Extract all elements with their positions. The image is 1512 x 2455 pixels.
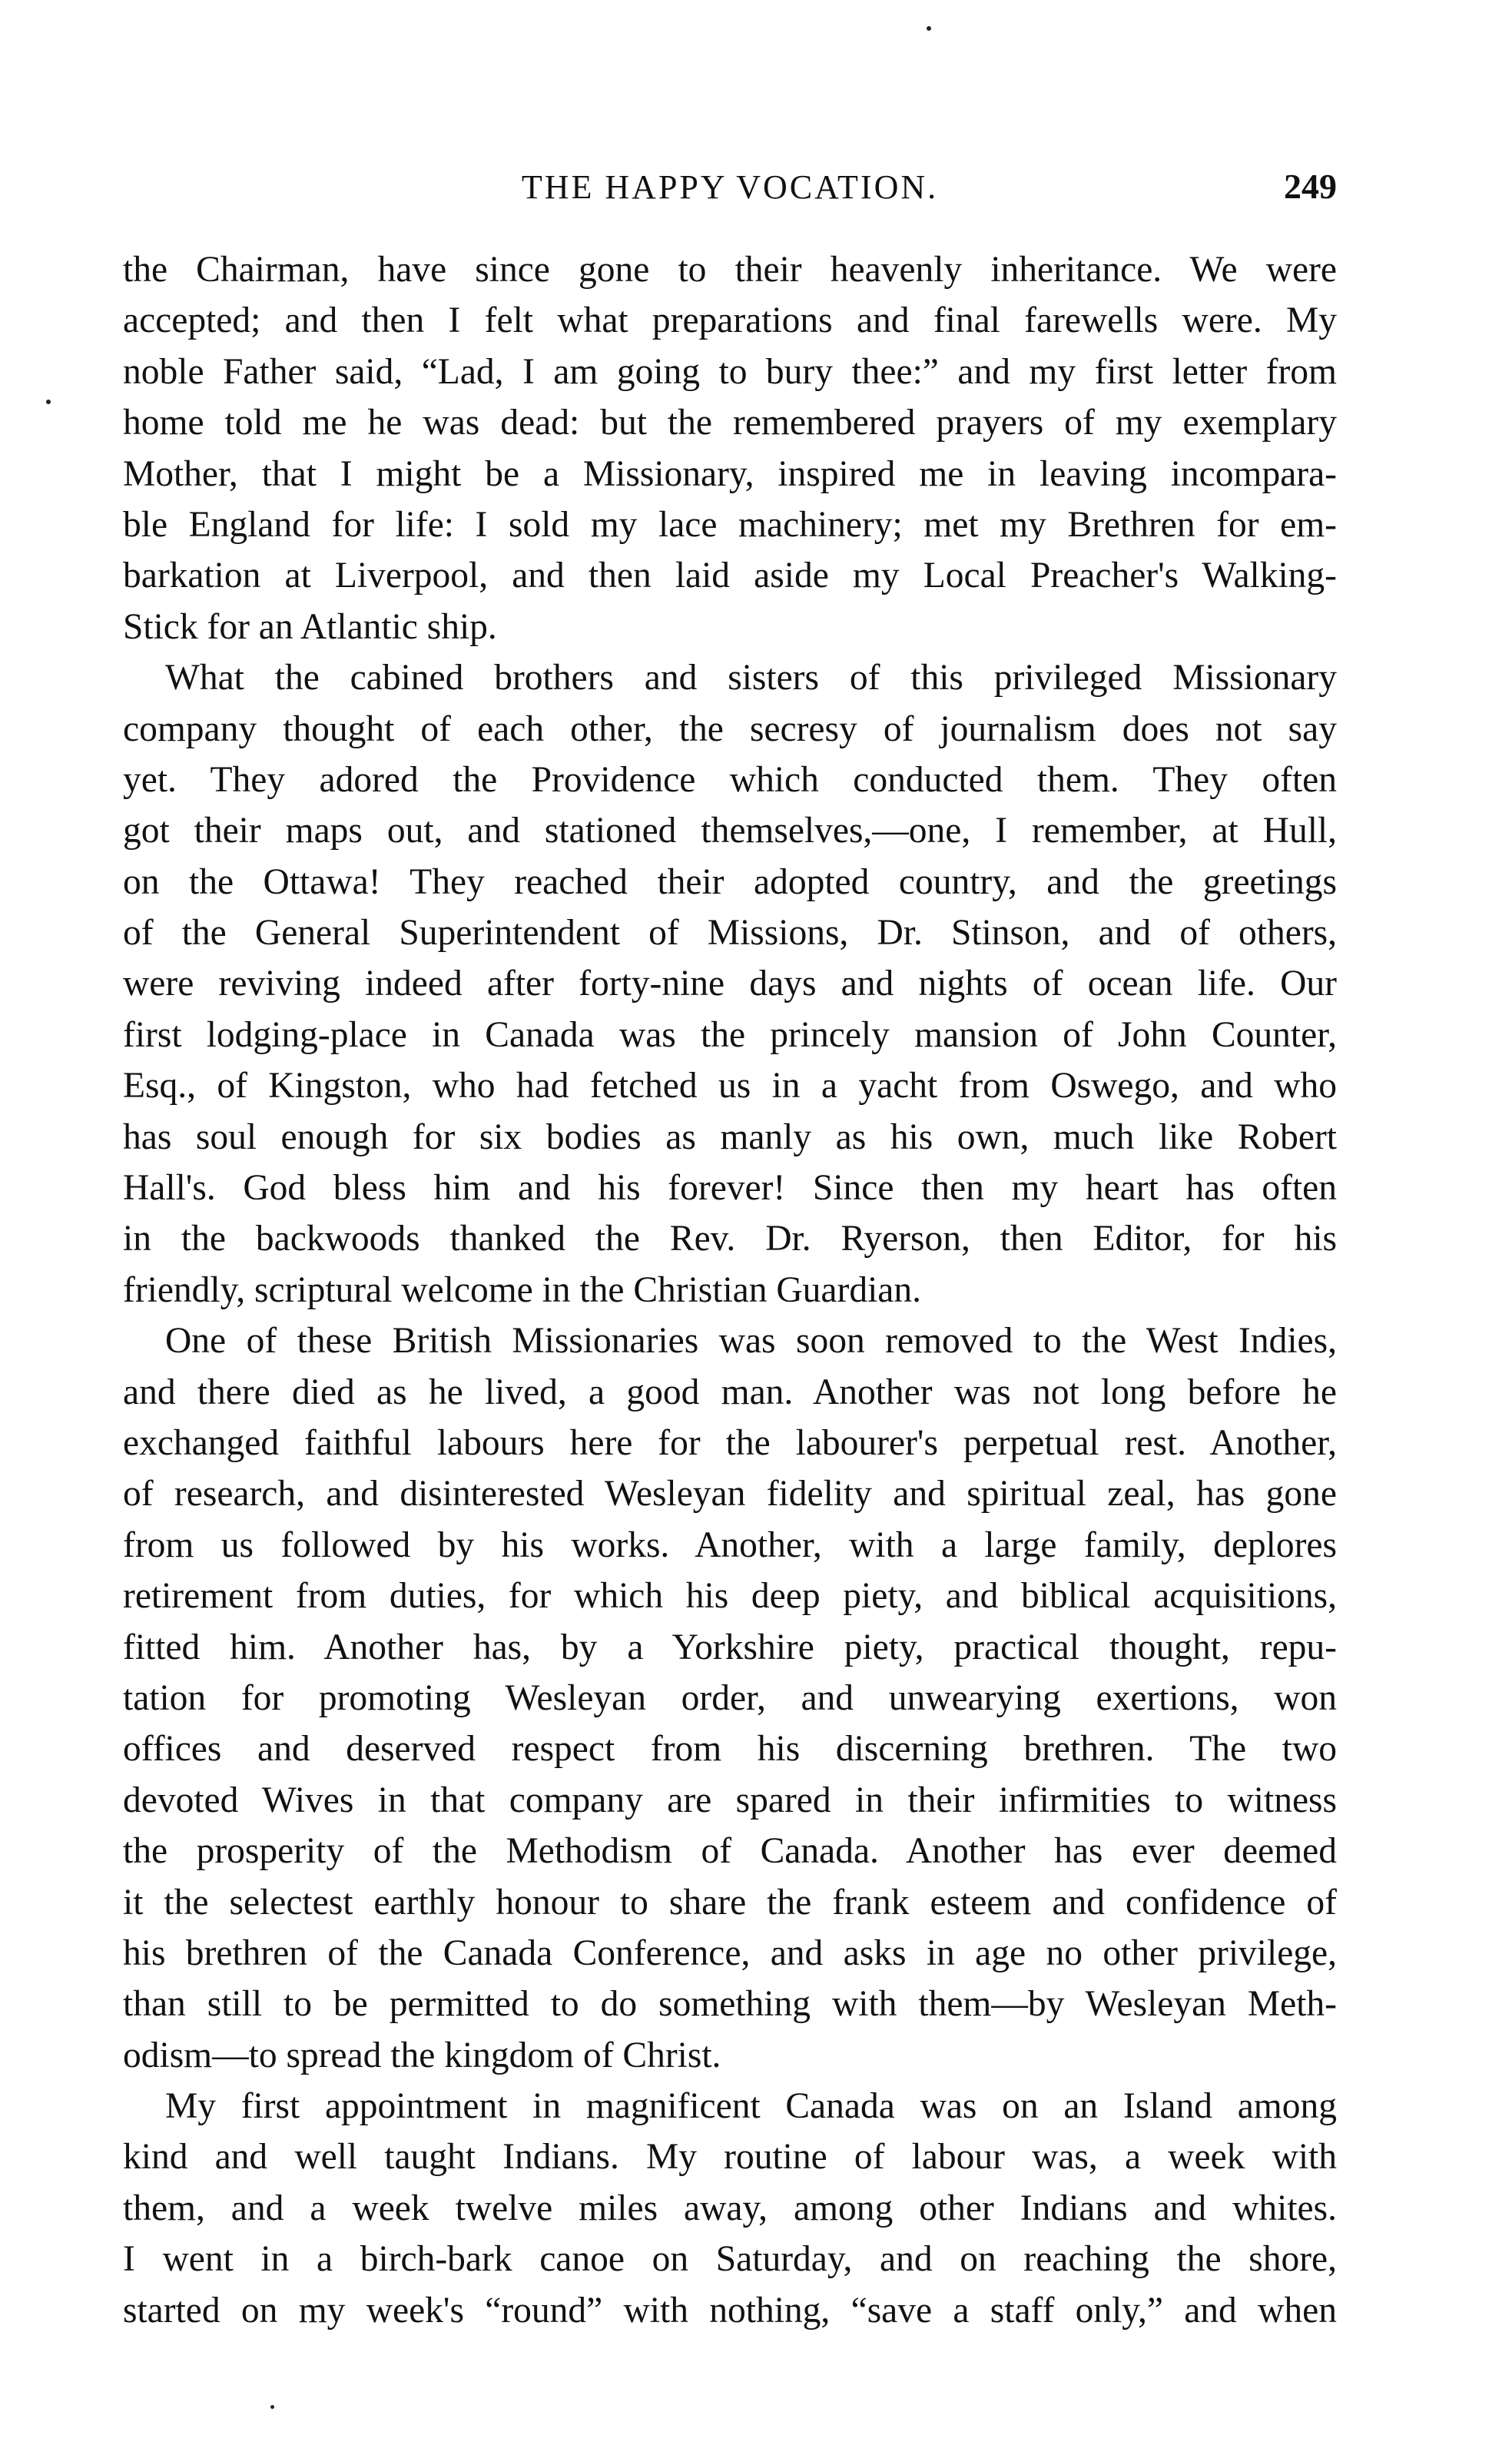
text-line: barkation at Liverpool, and then laid aside my Local Preacher's Walking- [123, 556, 1337, 596]
ink-speck [270, 2405, 274, 2409]
text-line: his brethren of the Canada Conference, and asks in age no other privilege, [123, 1932, 1337, 1973]
text-line: the Chairman, have since gone to their heavenly inheritance. We were [123, 250, 1337, 290]
text-line: kind and well taught Indians. My routine of labour was, a week with [123, 2137, 1337, 2178]
text-line: ble England for life: I sold my lace machinery; met my Brethren for em- [123, 504, 1337, 545]
text-line: My first appointment in magnificent Canada was on an Island among [165, 2086, 1337, 2127]
page-number: 249 [1284, 167, 1337, 206]
text-line: One of these British Missionaries was soon removed to the West Indies, [165, 1321, 1337, 1362]
text-line: from us followed by his works. Another, with a large family, deplores [123, 1524, 1337, 1565]
text-line: tation for promoting Wesleyan order, and unwearying exertions, won [123, 1677, 1337, 1718]
text-line: I went in a birch-bark canoe on Saturday, and on reaching the shore, [123, 2239, 1337, 2280]
text-line: of research, and disinterested Wesleyan fidelity and spiritual zeal, has gone [123, 1474, 1337, 1514]
text-line: What the cabined brothers and sisters of this privileged Missionary [165, 658, 1337, 698]
text-line: on the Ottawa! They reached their adopted country, and the greetings [123, 861, 1337, 902]
text-line: Mother, that I might be a Missionary, inspired me in leaving incompara- [123, 453, 1337, 494]
text-line: of the General Superintendent of Missions, Dr. Stinson, and of others, [123, 913, 1337, 954]
text-line: them, and a week twelve miles away, among other Indians and whites. [123, 2188, 1337, 2228]
text-line: fitted him. Another has, by a Yorkshire piety, practical thought, repu- [123, 1627, 1337, 1667]
text-line: retirement from duties, for which his deep piety, and biblical acquisitions, [123, 1576, 1337, 1617]
text-line: and there died as he lived, a good man. Another was not long before he [123, 1372, 1337, 1412]
text-line: odism—to spread the kingdom of Christ. [123, 2035, 721, 2075]
paragraph [123, 2081, 1337, 2336]
text-line: friendly, scriptural welcome in the Christian Guardian. [123, 1269, 921, 1310]
text-line: accepted; and then I felt what preparations and final farewells were. My [123, 300, 1337, 341]
text-line: got their maps out, and stationed themselves,—one, I remember, at Hull, [123, 811, 1337, 851]
body-text [123, 244, 1337, 2336]
paragraph [123, 244, 1337, 652]
text-line: Hall's. God bless him and his forever! Since then my heart has often [123, 1168, 1337, 1209]
text-line: the prosperity of the Methodism of Canada. Another has ever deemed [123, 1831, 1337, 1872]
text-line: has soul enough for six bodies as manly as his own, much like Robert [123, 1116, 1337, 1157]
ink-speck [927, 26, 931, 31]
text-line: noble Father said, “Lad, I am going to bury thee:” and my first letter from [123, 351, 1337, 392]
text-line: yet. They adored the Providence which conducted them. They often [123, 759, 1337, 800]
paragraph [123, 652, 1337, 1315]
text-line: Stick for an Atlantic ship. [123, 606, 497, 647]
text-line: were reviving indeed after forty-nine days and nights of ocean life. Our [123, 964, 1337, 1004]
text-line: home told me he was dead: but the remembered prayers of my exemplary [123, 403, 1337, 443]
text-line: company thought of each other, the secresy of journalism does not say [123, 708, 1337, 749]
paragraph [123, 1315, 1337, 2081]
text-line: in the backwoods thanked the Rev. Dr. Ryerson, then Editor, for his [123, 1219, 1337, 1259]
text-line: first lodging-place in Canada was the princely mansion of John Counter, [123, 1014, 1337, 1055]
text-line: it the selectest earthly honour to share the frank esteem and confidence of [123, 1882, 1337, 1923]
ink-speck [46, 400, 51, 404]
text-line: offices and deserved respect from his discerning brethren. The two [123, 1729, 1337, 1770]
text-line: than still to be permitted to do something with them—by Wesleyan Meth- [123, 1984, 1337, 2025]
text-line: started on my week's “round” with nothing, “save a staff only,” and when [123, 2290, 1337, 2331]
text-line: exchanged faithful labours here for the labourer's perpetual rest. Another, [123, 1422, 1337, 1463]
text-line: devoted Wives in that company are spared in their infirmities to witness [123, 1780, 1337, 1820]
page-header [123, 168, 1337, 221]
text-line: Esq., of Kingston, who had fetched us in a yacht from Oswego, and who [123, 1066, 1337, 1106]
running-title: THE HAPPY VOCATION. [521, 168, 939, 206]
